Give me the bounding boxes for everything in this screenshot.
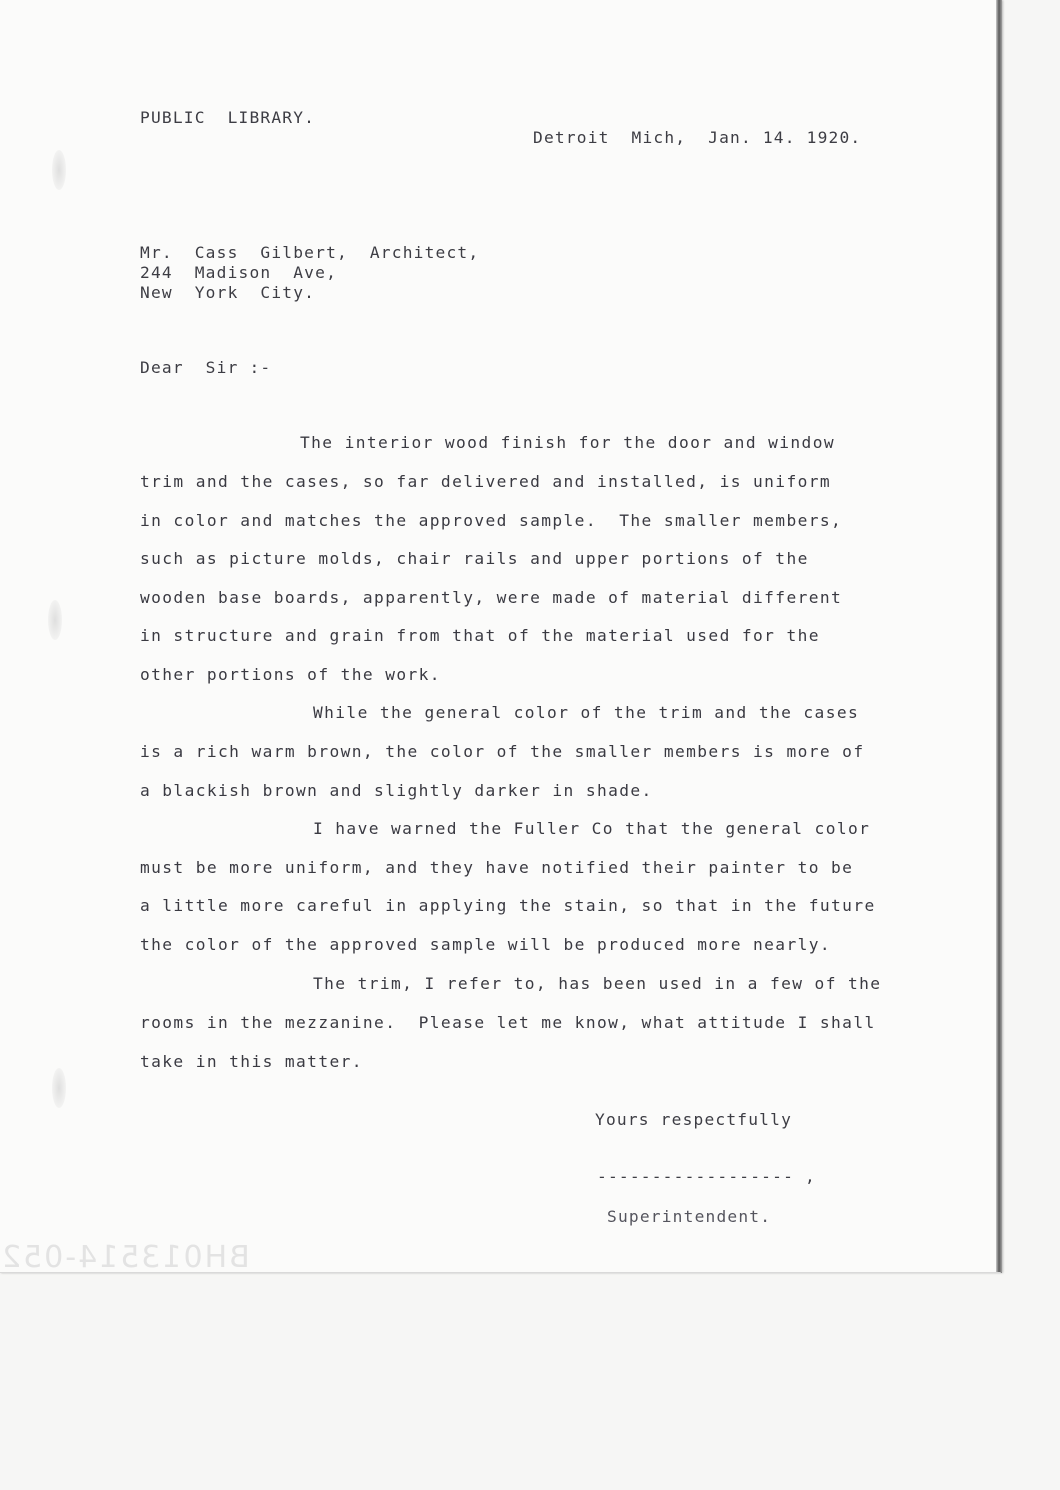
signer-title: Superintendent. [607, 1207, 772, 1226]
body-line: must be more uniform, and they have notified their painter to be [140, 858, 854, 877]
body-line: other portions of the work. [140, 665, 441, 684]
body-line: I have warned the Fuller Co that the general color [313, 819, 871, 838]
addressee-line-3: New York City. [140, 283, 316, 302]
body-line: The trim, I refer to, has been used in a few of the [313, 974, 882, 993]
paper-edge-shadow [996, 0, 1002, 1272]
body-line: wooden base boards, apparently, were made of material different [140, 588, 843, 607]
body-line: in structure and grain from that of the material used for the [140, 626, 820, 645]
salutation: Dear Sir :- [140, 358, 272, 377]
hole-punch-mark [48, 600, 62, 640]
body-line: is a rich warm brown, the color of the smaller members is more of [140, 742, 865, 761]
body-line: such as picture molds, chair rails and upper portions of the [140, 549, 809, 568]
archive-stamp: BH013514-052 [0, 1240, 250, 1275]
hole-punch-mark [52, 150, 66, 190]
complimentary-close: Yours respectfully [595, 1110, 793, 1129]
body-line: a little more careful in applying the stain, so that in the future [140, 896, 876, 915]
place-and-date: Detroit Mich, Jan. 14. 1920. [533, 128, 862, 147]
body-line: a blackish brown and slightly darker in shade. [140, 781, 653, 800]
addressee-line-2: 244 Madison Ave, [140, 263, 338, 282]
body-line: The interior wood finish for the door and window [300, 433, 835, 452]
body-line: rooms in the mezzanine. Please let me know, what attitude I shall [140, 1013, 876, 1032]
body-line: take in this matter. [140, 1052, 363, 1071]
signature-line: ------------------ , [597, 1167, 816, 1186]
body-line: While the general color of the trim and the cases [313, 703, 860, 722]
organization-heading: PUBLIC LIBRARY. [140, 108, 316, 127]
body-line: trim and the cases, so far delivered and installed, is uniform [140, 472, 832, 491]
hole-punch-mark [52, 1068, 66, 1108]
body-line: in color and matches the approved sample. The smaller members, [140, 511, 843, 530]
addressee-line-1: Mr. Cass Gilbert, Architect, [140, 243, 480, 262]
body-line: the color of the approved sample will be produced more nearly. [140, 935, 832, 954]
